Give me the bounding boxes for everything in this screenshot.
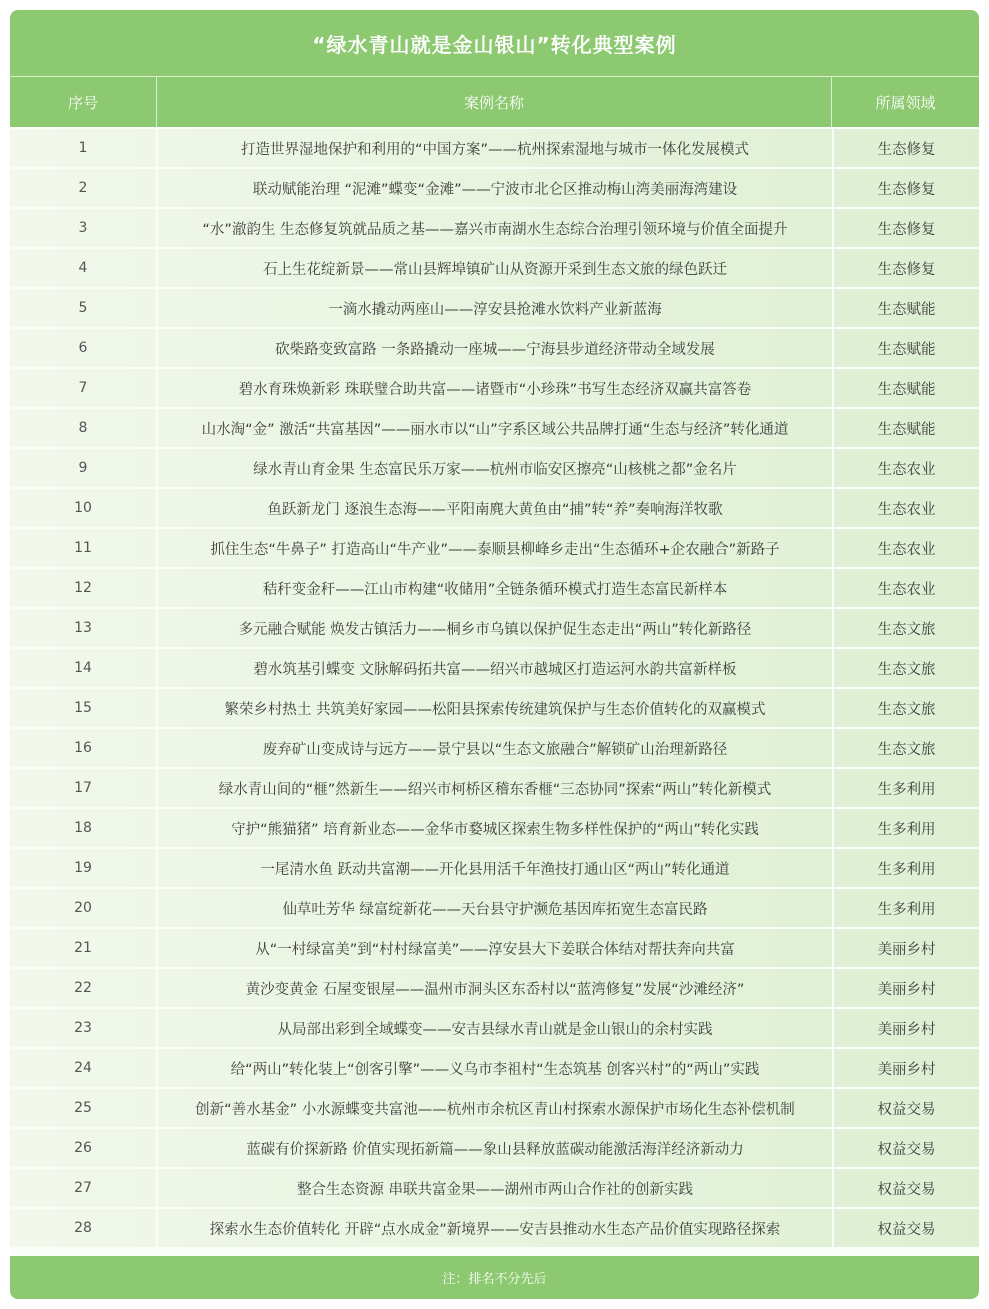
page-title: “绿水青山就是金山银山”转化典型案例: [10, 10, 979, 76]
row-field: 生态修复: [877, 141, 936, 158]
row-field: 权益交易: [877, 1101, 936, 1118]
table-row: [10, 1209, 979, 1247]
row-case-name: 碧水育珠焕新彩 珠联璧合助共富——诸暨市“小珍珠”书写生态经济双赢共富答卷: [156, 369, 834, 407]
row-case-name: 从局部出彩到全域蝶变——安吉县绿水青山就是金山银山的余村实践: [156, 1009, 834, 1047]
row-case-name: 鱼跃新龙门 逐浪生态海——平阳南麂大黄鱼由“捕”转“养”奏响海洋牧歌: [156, 489, 834, 527]
row-case-name: 繁荣乡村热土 共筑美好家园——松阳县探索传统建筑保护与生态价值转化的双赢模式: [156, 689, 834, 727]
row-case-name: 石上生花绽新景——常山县辉埠镇矿山从资源开采到生态文旅的绿色跃迁: [156, 249, 834, 287]
table-row: [10, 329, 979, 367]
row-field: 美丽乡村: [877, 981, 936, 998]
row-index: 23: [74, 1020, 92, 1036]
row-case-name: “水”澈韵生 生态修复筑就品质之基——嘉兴市南湖水生态综合治理引领环境与价值全面提升: [156, 209, 834, 247]
row-case-name: 整合生态资源 串联共富金果——湖州市两山合作社的创新实践: [156, 1169, 834, 1207]
row-index: 13: [74, 620, 92, 636]
table-row: [10, 209, 979, 247]
row-index: 11: [74, 540, 92, 556]
table-header: [10, 76, 979, 127]
table-row: [10, 769, 979, 807]
row-field: 美丽乡村: [877, 1021, 936, 1038]
row-index: 12: [74, 580, 92, 596]
row-case-name: 探索水生态价值转化 开辟“点水成金”新境界——安吉县推动水生态产品价值实现路径探索: [156, 1209, 834, 1247]
row-field: 生态修复: [877, 261, 936, 278]
row-field: 生态文旅: [877, 701, 936, 718]
row-index: 17: [74, 780, 92, 796]
row-field: 生态赋能: [877, 421, 936, 438]
row-field: 生态修复: [877, 221, 936, 238]
row-index: 24: [74, 1060, 92, 1076]
row-case-name: 打造世界湿地保护和利用的“中国方案”——杭州探索湿地与城市一体化发展模式: [156, 129, 834, 167]
table-row: [10, 129, 979, 167]
row-case-name: 联动赋能治理 “泥滩”蝶变“金滩”——宁波市北仑区推动梅山湾美丽海湾建设: [156, 169, 834, 207]
row-field: 权益交易: [877, 1221, 936, 1238]
row-case-name: 从“一村绿富美”到“村村绿富美”——淳安县大下姜联合体结对帮扶奔向共富: [156, 929, 834, 967]
table-row: [10, 529, 979, 567]
row-case-name: 守护“熊猫猪” 培育新业态——金华市婺城区探索生物多样性保护的“两山”转化实践: [156, 809, 834, 847]
row-case-name: 废弃矿山变成诗与远方——景宁县以“生态文旅融合”解锁矿山治理新路径: [156, 729, 834, 767]
row-field: 美丽乡村: [877, 941, 936, 958]
row-index: 16: [74, 740, 92, 756]
row-index: 6: [78, 340, 88, 356]
row-index: 27: [74, 1180, 92, 1196]
row-index: 9: [78, 460, 88, 476]
table-row: [10, 569, 979, 607]
footer-note: 注：排名不分先后: [10, 1256, 979, 1299]
row-index: 19: [74, 860, 92, 876]
table-row: [10, 929, 979, 967]
table-body: [10, 129, 979, 1247]
row-case-name: 绿水青山间的“榧”然新生——绍兴市柯桥区稽东香榧“三态协同”探索“两山”转化新模式: [156, 769, 834, 807]
row-field: 生态赋能: [877, 381, 936, 398]
row-index: 7: [78, 380, 88, 396]
case-table: [10, 10, 979, 1299]
row-field: 生多利用: [877, 821, 936, 838]
row-case-name: 山水淘“金” 激活“共富基因”——丽水市以“山”字系区域公共品牌打通“生态与经济”转化通道: [156, 409, 834, 447]
row-index: 5: [78, 300, 88, 316]
header-index: 序号: [67, 93, 98, 112]
row-field: 生态农业: [877, 501, 936, 518]
row-case-name: 一尾清水鱼 跃动共富潮——开化县用活千年渔技打通山区“两山”转化通道: [156, 849, 834, 887]
row-case-name: 黄沙变黄金 石屋变银屋——温州市洞头区东岙村以“蓝湾修复”发展“沙滩经济”: [156, 969, 834, 1007]
row-case-name: 一滴水撬动两座山——淳安县抢滩水饮料产业新蓝海: [156, 289, 834, 327]
row-index: 21: [74, 940, 92, 956]
row-index: 3: [78, 220, 88, 236]
table-row: [10, 289, 979, 327]
row-index: 15: [74, 700, 92, 716]
row-field: 生态农业: [877, 541, 936, 558]
table-row: [10, 849, 979, 887]
table-row: [10, 1089, 979, 1127]
row-field: 生多利用: [877, 861, 936, 878]
row-field: 生态文旅: [877, 621, 936, 638]
table-row: [10, 1169, 979, 1207]
table-row: [10, 169, 979, 207]
row-case-name: 砍柴路变致富路 一条路撬动一座城——宁海县步道经济带动全域发展: [156, 329, 834, 367]
table-row: [10, 249, 979, 287]
row-index: 25: [74, 1100, 92, 1116]
row-index: 28: [74, 1220, 92, 1236]
row-field: 美丽乡村: [877, 1061, 936, 1078]
row-index: 18: [74, 820, 92, 836]
row-case-name: 蓝碳有价探新路 价值实现拓新篇——象山县释放蓝碳动能激活海洋经济新动力: [156, 1129, 834, 1167]
table-row: [10, 729, 979, 767]
row-index: 10: [74, 500, 92, 516]
table-row: [10, 609, 979, 647]
table-row: [10, 689, 979, 727]
table-row: [10, 449, 979, 487]
row-case-name: 多元融合赋能 焕发古镇活力——桐乡市乌镇以保护促生态走出“两山”转化新路径: [156, 609, 834, 647]
header-case-name: 案例名称: [156, 77, 832, 127]
row-field: 生态赋能: [877, 341, 936, 358]
table-row: [10, 489, 979, 527]
row-case-name: 碧水筑基引蝶变 文脉解码拓共富——绍兴市越城区打造运河水韵共富新样板: [156, 649, 834, 687]
row-index: 26: [74, 1140, 92, 1156]
row-case-name: 秸秆变金秆——江山市构建“收储用”全链条循环模式打造生态富民新样本: [156, 569, 834, 607]
row-index: 4: [78, 260, 88, 276]
row-case-name: 仙草吐芳华 绿富绽新花——天台县守护濒危基因库拓宽生态富民路: [156, 889, 834, 927]
row-field: 生态文旅: [877, 661, 936, 678]
row-field: 生态农业: [877, 581, 936, 598]
table-row: [10, 1049, 979, 1087]
row-index: 22: [74, 980, 92, 996]
table-row: [10, 1009, 979, 1047]
table-row: [10, 1129, 979, 1167]
row-case-name: 抓住生态“牛鼻子” 打造高山“牛产业”——泰顺县柳峰乡走出“生态循环+企农融合”新路子: [156, 529, 834, 567]
row-index: 8: [78, 420, 88, 436]
row-case-name: 给“两山”转化装上“创客引擎”——义乌市李祖村“生态筑基 创客兴村”的“两山”实践: [156, 1049, 834, 1087]
row-field: 权益交易: [877, 1181, 936, 1198]
row-field: 生多利用: [877, 781, 936, 798]
table-row: [10, 889, 979, 927]
row-field: 生态修复: [877, 181, 936, 198]
header-field: 所属领域: [875, 93, 936, 112]
row-field: 生态赋能: [877, 301, 936, 318]
table-row: [10, 969, 979, 1007]
row-index: 14: [74, 660, 92, 676]
table-row: [10, 369, 979, 407]
row-field: 生态文旅: [877, 741, 936, 758]
row-index: 2: [78, 180, 88, 196]
table-row: [10, 649, 979, 687]
table-row: [10, 809, 979, 847]
row-index: 1: [78, 140, 88, 156]
row-field: 生态农业: [877, 461, 936, 478]
table-row: [10, 409, 979, 447]
row-index: 20: [74, 900, 92, 916]
row-case-name: 创新“善水基金” 小水源蝶变共富池——杭州市余杭区青山村探索水源保护市场化生态补偿机制: [156, 1089, 834, 1127]
row-field: 生多利用: [877, 901, 936, 918]
row-case-name: 绿水青山育金果 生态富民乐万家——杭州市临安区擦亮“山核桃之都”金名片: [156, 449, 834, 487]
row-field: 权益交易: [877, 1141, 936, 1158]
